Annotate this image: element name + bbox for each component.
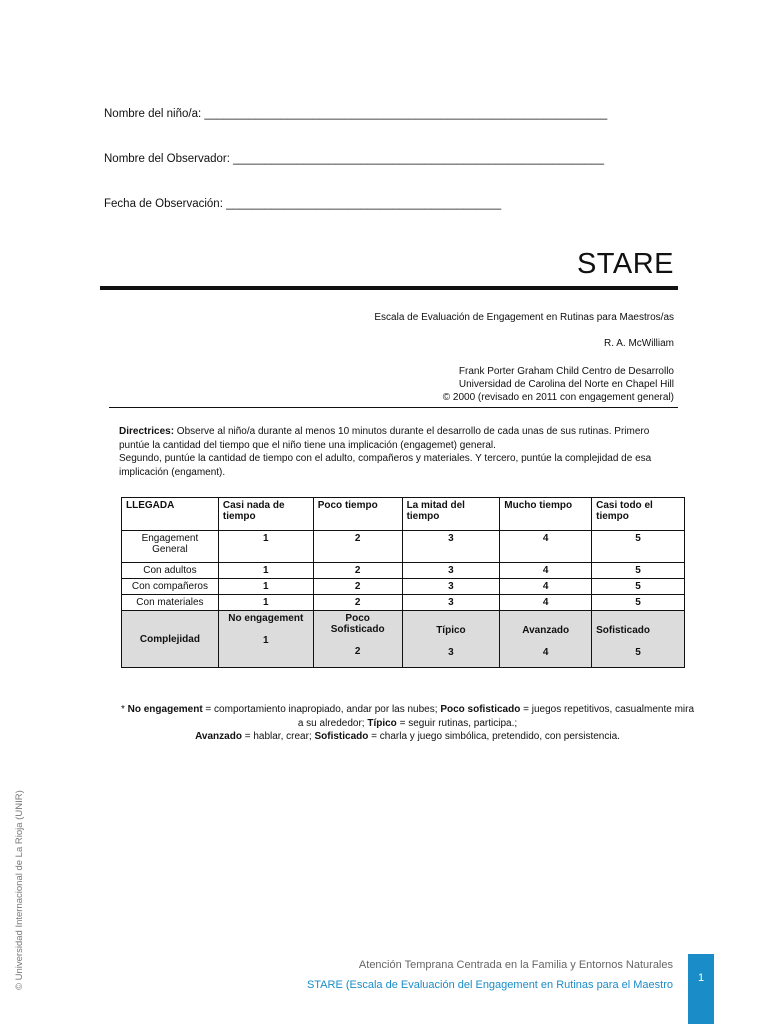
observer-name-field: Nombre del Observador: __________________________________________________________	[104, 153, 605, 165]
complexity-label: Complejidad	[122, 611, 219, 668]
table-header-row	[122, 498, 685, 531]
row-label: Con materiales	[122, 595, 219, 611]
copyright-sidebar: © Universidad Internacional de La Rioja (UNIR)	[14, 790, 25, 990]
institution-line-1: Frank Porter Graham Child Centro de Desarrollo	[458, 366, 674, 377]
section-divider	[109, 407, 678, 408]
rating-cell[interactable]: 2	[313, 563, 402, 579]
note-term: Avanzado	[195, 731, 242, 742]
rating-cell[interactable]: 3	[402, 531, 500, 563]
complexity-value: 4	[542, 647, 549, 658]
note-term: No engagement	[127, 704, 203, 715]
complexity-row	[122, 611, 685, 668]
rating-cell[interactable]: 4	[500, 563, 592, 579]
note-term: Típico	[367, 717, 397, 729]
complexity-cell[interactable]	[500, 611, 592, 668]
page-number-tab	[688, 954, 714, 1024]
rating-cell[interactable]: 4	[500, 595, 592, 611]
row-label: Con adultos	[122, 563, 219, 579]
table-row	[122, 595, 685, 611]
complexity-cell[interactable]	[592, 611, 685, 668]
note-term: Poco sofisticado	[440, 704, 521, 715]
rating-cell[interactable]: 4	[500, 579, 592, 595]
note-text: = comportamiento inapropiado, andar por las nubes;	[202, 704, 441, 715]
table-row	[122, 579, 685, 595]
footer-course-title: Atención Temprana Centrada en la Familia y Entornos Naturales	[358, 959, 673, 971]
header-col-3: La mitad del tiempo	[402, 498, 500, 531]
header-col-2: Poco tiempo	[313, 498, 402, 531]
rating-cell[interactable]: 5	[592, 531, 685, 563]
complexity-value: 1	[263, 635, 269, 646]
complexity-cell[interactable]	[218, 611, 313, 668]
complexity-cell[interactable]	[313, 611, 402, 668]
copyright-line: © 2000 (revisado en 2011 con engagement general)	[442, 392, 674, 403]
note-text: = hablar, crear;	[241, 731, 315, 742]
complexity-name: Típico	[436, 625, 466, 636]
institution-block	[443, 365, 674, 404]
rating-cell[interactable]: 5	[592, 595, 685, 611]
rating-cell[interactable]: 3	[402, 595, 500, 611]
note-text: = seguir rutinas, participa.;	[396, 717, 518, 729]
note-text: = juegos repetitivos, casualmente mira a su alrededor;	[297, 704, 695, 729]
table-row	[122, 531, 685, 563]
note-term: Sofisticado	[314, 731, 369, 742]
rating-cell[interactable]: 2	[313, 531, 402, 563]
rating-cell[interactable]: 2	[313, 595, 402, 611]
complexity-value: 2	[354, 646, 361, 657]
complexity-name: No engagement	[228, 613, 304, 624]
complexity-name: Poco Sofisticado	[330, 613, 385, 635]
rating-cell[interactable]: 4	[500, 531, 592, 563]
row-label: Engagement General	[122, 531, 219, 563]
footer-document-title: STARE (Escala de Evaluación del Engagement en Rutinas para el Maestro	[306, 979, 673, 991]
document-title: STARE	[576, 248, 674, 280]
child-name-field: Nombre del niño/a: _______________________________________________________________	[104, 108, 608, 120]
header-col-1: Casi nada de tiempo	[218, 498, 313, 531]
rating-cell[interactable]: 2	[313, 579, 402, 595]
directions-text-1: Observe al niño/a durante al menos 10 minutos durante el desarrollo de cada unas de sus rutinas. Primero puntúe la cantidad del tiempo que el niño tiene una implicación (engagemet) general.	[119, 426, 650, 451]
rating-cell[interactable]: 1	[218, 563, 313, 579]
complexity-value: 3	[448, 647, 454, 658]
table-row	[122, 563, 685, 579]
author: R. A. McWilliam	[604, 338, 674, 349]
note-marker: *	[120, 704, 128, 715]
rating-cell[interactable]: 5	[592, 579, 685, 595]
header-col-4: Mucho tiempo	[500, 498, 592, 531]
page-number: 1	[697, 972, 705, 984]
directions-label: Directrices:	[119, 426, 175, 437]
complexity-cell[interactable]	[402, 611, 500, 668]
title-divider	[100, 286, 678, 290]
note-text: = charla y juego simbólica, pretendido, con persistencia.	[368, 731, 620, 742]
subtitle: Escala de Evaluación de Engagement en Rutinas para Maestros/as	[374, 312, 674, 323]
header-routine: LLEGADA	[122, 498, 219, 531]
legend-notes	[120, 703, 695, 744]
institution-line-2: Universidad de Carolina del Norte en Chapel Hill	[458, 379, 674, 390]
rating-cell[interactable]: 5	[592, 563, 685, 579]
rating-cell[interactable]: 1	[218, 595, 313, 611]
rating-cell[interactable]: 1	[218, 531, 313, 563]
rating-cell[interactable]: 3	[402, 579, 500, 595]
directions	[119, 425, 679, 479]
observation-date-field: Fecha de Observación: ___________________________________________	[104, 198, 502, 210]
complexity-name: Avanzado	[522, 625, 570, 636]
directions-text-2: Segundo, puntúe la cantidad de tiempo con el adulto, compañeros y materiales. Y tercero, puntúe la complejidad de esa implicación (engament).	[119, 453, 652, 478]
complexity-name: Sofisticado	[596, 625, 651, 636]
rating-cell[interactable]: 1	[218, 579, 313, 595]
complexity-value: 5	[635, 647, 641, 658]
rating-table	[121, 497, 685, 668]
row-label: Con compañeros	[122, 579, 219, 595]
rating-cell[interactable]: 3	[402, 563, 500, 579]
header-col-5: Casi todo el tiempo	[592, 498, 685, 531]
